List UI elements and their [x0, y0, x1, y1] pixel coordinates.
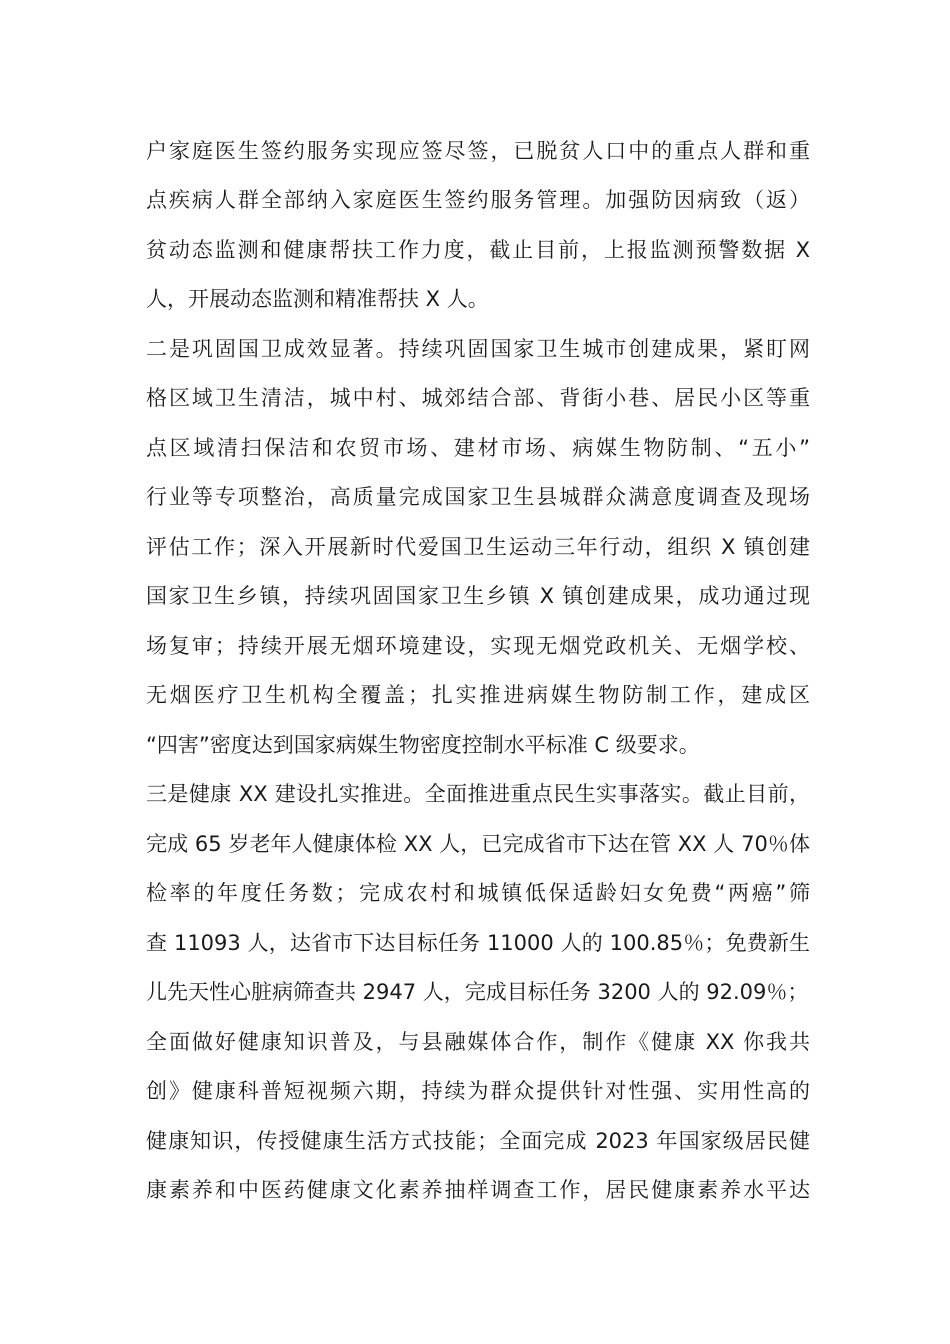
text-line: 二是巩固国卫成效显著。持续巩固国家卫生城市创建成果，紧盯网 — [146, 337, 810, 361]
text-line: 行业等专项整治，高质量完成国家卫生县城群众满意度调查及现场 — [146, 485, 810, 509]
text-line: “四害”密度达到国家病媒生物密度控制水平标准 C 级要求。 — [146, 733, 700, 757]
text-line: 点疾病人群全部纳入家庭医生签约服务管理。加强防因病致（返） — [146, 188, 810, 212]
text-line: 康素养和中医药健康文化素养抽样调查工作，居民健康素养水平达 — [146, 1178, 810, 1202]
text-line: 健康知识，传授健康生活方式技能；全面完成 2023 年国家级居民健 — [146, 1129, 810, 1153]
text-line: 查 11093 人，达省市下达目标任务 11000 人的 100.85％；免费新生 — [146, 931, 810, 955]
text-line: 儿先天性心脏病筛查共 2947 人，完成目标任务 3200 人的 92.09％； — [146, 980, 809, 1004]
text-line: 完成 65 岁老年人健康体检 XX 人，已完成省市下达在管 XX 人 70％体 — [146, 832, 810, 856]
text-line: 贫动态监测和健康帮扶工作力度，截止目前，上报监测预警数据 X — [146, 238, 810, 262]
text-line: 点区域清扫保洁和农贸市场、建材市场、病媒生物防制、“五小” — [146, 436, 810, 460]
text-line: 无烟医疗卫生机构全覆盖；扎实推进病媒生物防制工作，建成区 — [146, 683, 810, 707]
text-line: 评估工作；深入开展新时代爱国卫生运动三年行动，组织 X 镇创建 — [146, 535, 810, 559]
text-line: 检率的年度任务数；完成农村和城镇低保适龄妇女免费“两癌”筛 — [146, 881, 810, 905]
text-line: 格区域卫生清洁，城中村、城郊结合部、背街小巷、居民小区等重 — [146, 386, 810, 410]
text-line: 人，开展动态监测和精准帮扶 X 人。 — [146, 287, 489, 311]
text-line: 国家卫生乡镇，持续巩固国家卫生乡镇 X 镇创建成果，成功通过现 — [146, 584, 810, 608]
text-line: 三是健康 XX 建设扎实推进。全面推进重点民生实事落实。截止目前， — [146, 782, 810, 806]
text-line: 户家庭医生签约服务实现应签尽签，已脱贫人口中的重点人群和重 — [146, 139, 810, 163]
text-line: 创》健康科普短视频六期，持续为群众提供针对性强、实用性高的 — [146, 1079, 810, 1103]
text-line: 场复审；持续开展无烟环境建设，实现无烟党政机关、无烟学校、 — [146, 634, 810, 658]
text-line: 全面做好健康知识普及，与县融媒体合作，制作《健康 XX 你我共 — [146, 1030, 810, 1054]
